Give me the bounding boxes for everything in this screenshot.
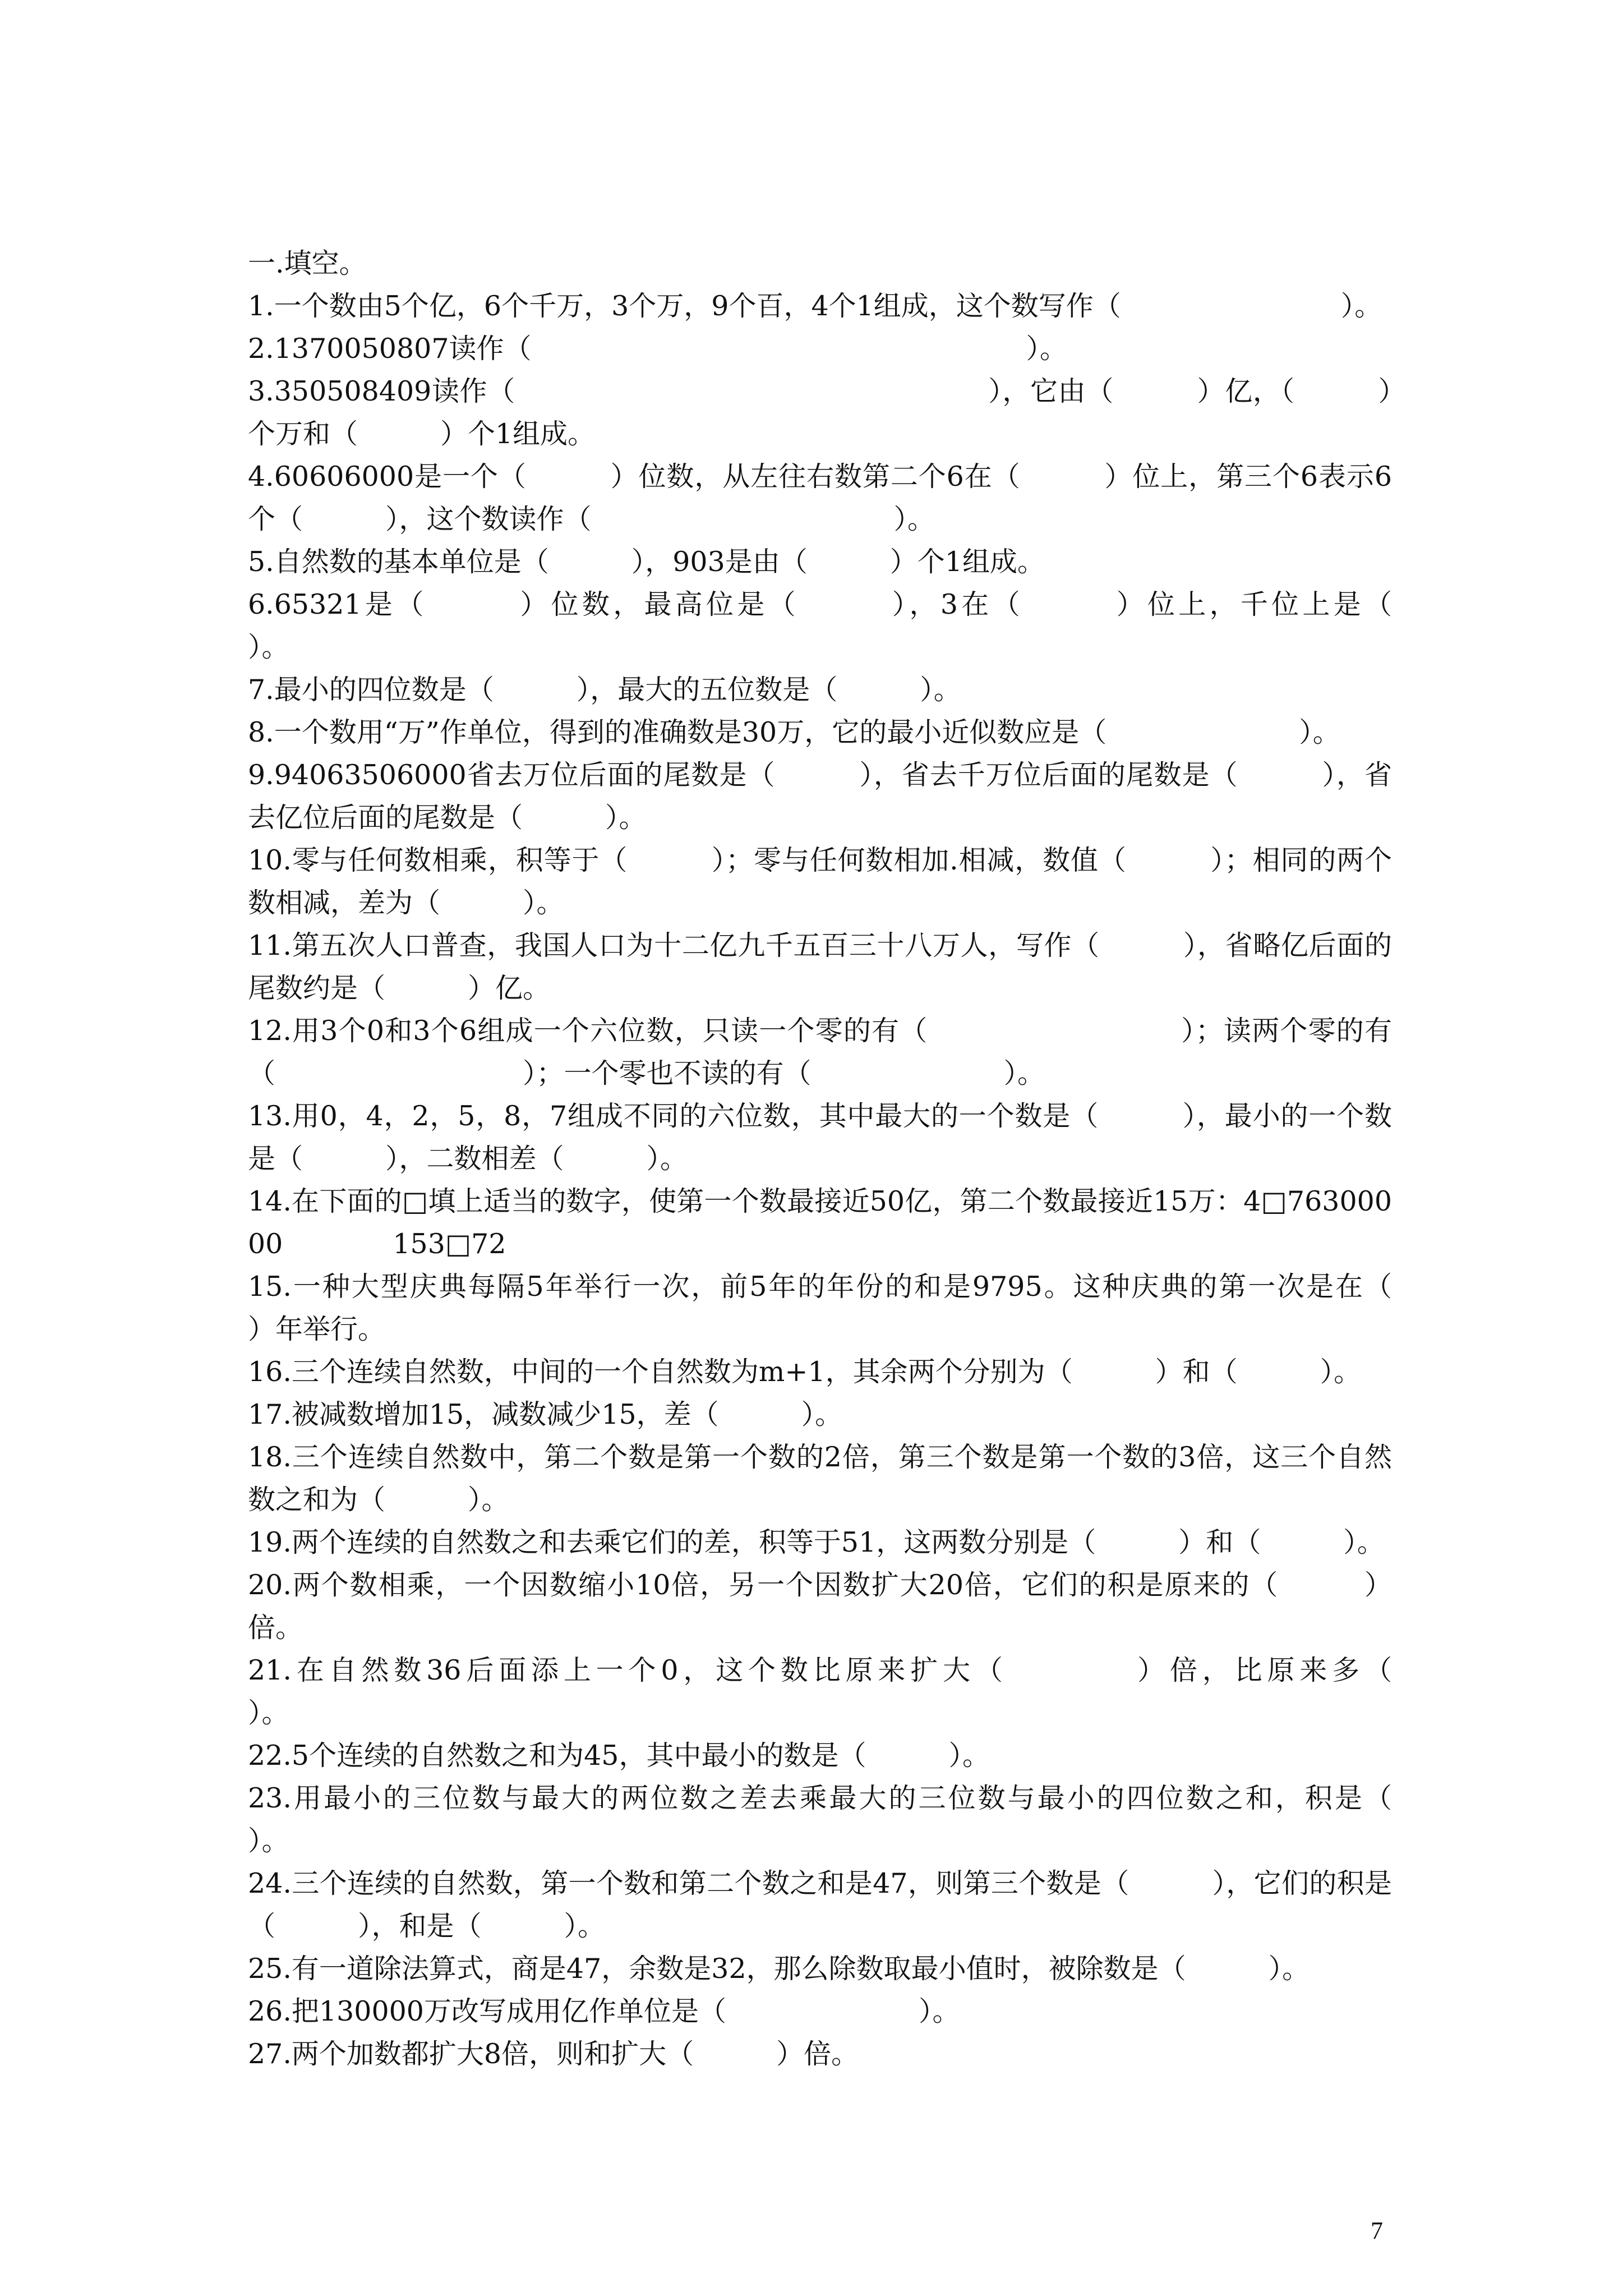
question-3: 3.350508409读作（ ），它由（ ）亿，（ ）个万和（ ）个1组成。 [248,375,1392,450]
question-24: 24.三个连续的自然数，第一个数和第二个数之和是47，则第三个数是（ ），它们的积是（ ），和是（ ）。 [248,1867,1392,1942]
question-26: 26.把130000万改写成用亿作单位是（ ）。 [248,1995,960,2027]
question-22: 22.5个连续的自然数之和为45，其中最小的数是（ ）。 [248,1740,990,1772]
question-15: 15.一种大型庆典每隔5年举行一次，前5年的年份的和是9795。这种庆典的第一次是在（ ）年举行。 [248,1271,1475,1345]
question-18: 18.三个连续自然数中，第二个数是第一个数的2倍，第三个数是第一个数的3倍，这三个自然数之和为（ ）。 [248,1441,1392,1516]
question-12: 12.用3个0和3个6组成一个六位数，只读一个零的有（ ）；读两个零的有（ ）；一个零也不读的有（ ）。 [248,1015,1392,1089]
question-9: 9.94063506000省去万位后面的尾数是（ ），省去千万位后面的尾数是（ ），省去亿位后面的尾数是（ ）。 [248,759,1392,834]
page-number: 7 [1371,2217,1383,2244]
question-17: 17.被减数增加15，减数减少15，差（ ）。 [248,1398,843,1430]
question-20: 20.两个数相乘，一个因数缩小10倍，另一个因数扩大20倍，它们的积是原来的（ ）倍。 [248,1569,1392,1644]
question-10: 10.零与任何数相乘，积等于（ ）；零与任何数相加.相减，数值（ ）；相同的两个数相减，差为（ ）。 [248,844,1392,919]
question-7: 7.最小的四位数是（ ），最大的五位数是（ ）。 [248,674,961,706]
question-2: 2.1370050807读作（ ）。 [248,333,1068,365]
question-14: 14.在下面的□填上适当的数字，使第一个数最接近50亿，第二个数最接近15万：4□76300000 153□72 [248,1185,1392,1260]
question-11: 11.第五次人口普查，我国人口为十二亿九千五百三十八万人，写作（ ），省略亿后面的尾数约是（ ）亿。 [248,930,1392,1004]
question-6: 6.65321是（ ）位数，最高位是（ ），3在（ ）位上，千位上是（ ）。 [248,588,1475,663]
question-27: 27.两个加数都扩大8倍，则和扩大（ ）倍。 [248,2038,859,2070]
question-25: 25.有一道除法算式，商是47，余数是32，那么除数取最小值时，被除数是（ ）。 [248,1953,1310,1985]
question-8: 8.一个数用“万”作单位，得到的准确数是30万，它的最小近似数应是（ ）。 [248,716,1340,748]
question-21: 21.在自然数36后面添上一个0，这个数比原来扩大（ ）倍，比原来多（ ）。 [248,1654,1557,1729]
question-1: 1.一个数由5个亿，6个千万，3个万，9个百，4个1组成，这个数写作（ ）。 [248,290,1382,322]
question-23: 23.用最小的三位数与最大的两位数之差去乘最大的三位数与最小的四位数之和，积是（ ）。 [248,1782,1475,1857]
question-19: 19.两个连续的自然数之和去乘它们的差，积等于51，这两数分别是（ ）和（ ）。 [248,1526,1385,1558]
question-5: 5.自然数的基本单位是（ ），903是由（ ）个1组成。 [248,546,1045,578]
question-16: 16.三个连续自然数，中间的一个自然数为m+1，其余两个分别为（ ）和（ ）。 [248,1356,1362,1388]
section-heading: 一.填空。 [248,247,367,279]
question-4: 4.60606000是一个（ ）位数，从左往右数第二个6在（ ）位上，第三个6表示6个（ ），这个数读作（ ）。 [248,461,1392,535]
question-13: 13.用0，4，2，5，8，7组成不同的六位数，其中最大的一个数是（ ），最小的一个数是（ ），二数相差（ ）。 [248,1100,1392,1175]
question-list [248,242,1557,2076]
